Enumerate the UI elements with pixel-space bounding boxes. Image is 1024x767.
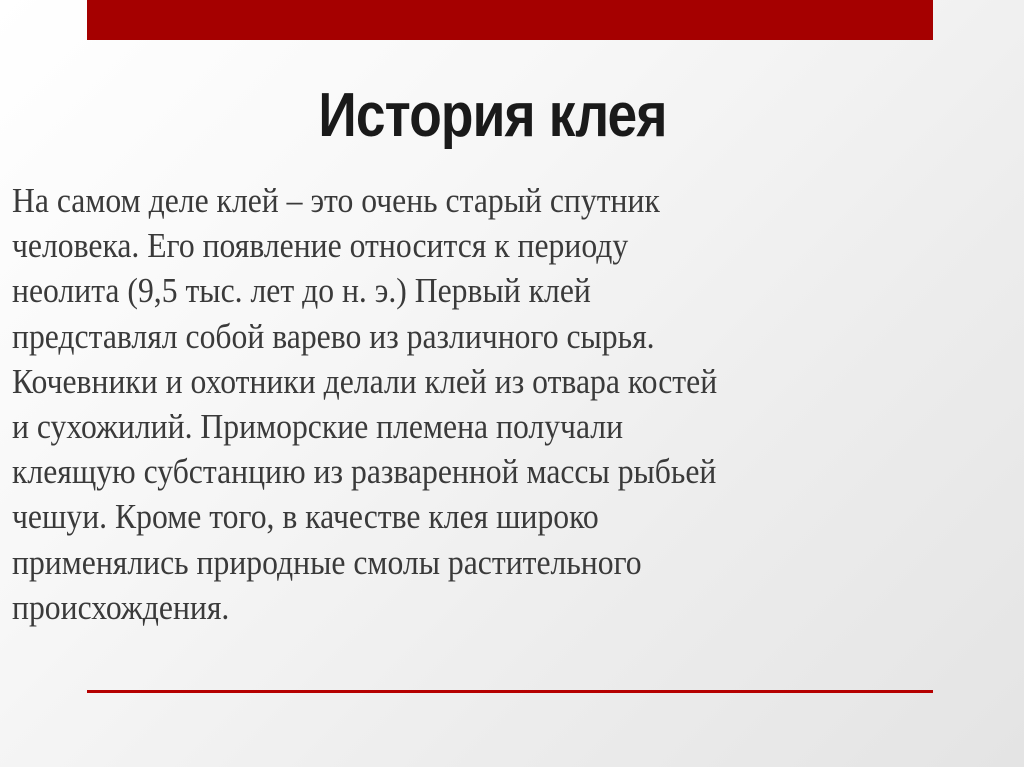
slide-body-text: На самом деле клей – это очень старый спутник человека. Его появление относится к периоду неолита (9,5 тыс. лет до н. э.) Первый клей представлял собой варево из различного сырья. Кочевники и охотники делали клей из отвара костей и сухожилий. Приморские племена получали клеящую субстанцию из разваренной массы рыбьей чешуи. Кроме того, в качестве клея широко применялись природные смолы растительного происхождения.: [12, 181, 718, 627]
bottom-divider-line: [87, 690, 933, 693]
slide-title: История клея: [318, 81, 667, 150]
top-accent-bar: [87, 0, 933, 40]
